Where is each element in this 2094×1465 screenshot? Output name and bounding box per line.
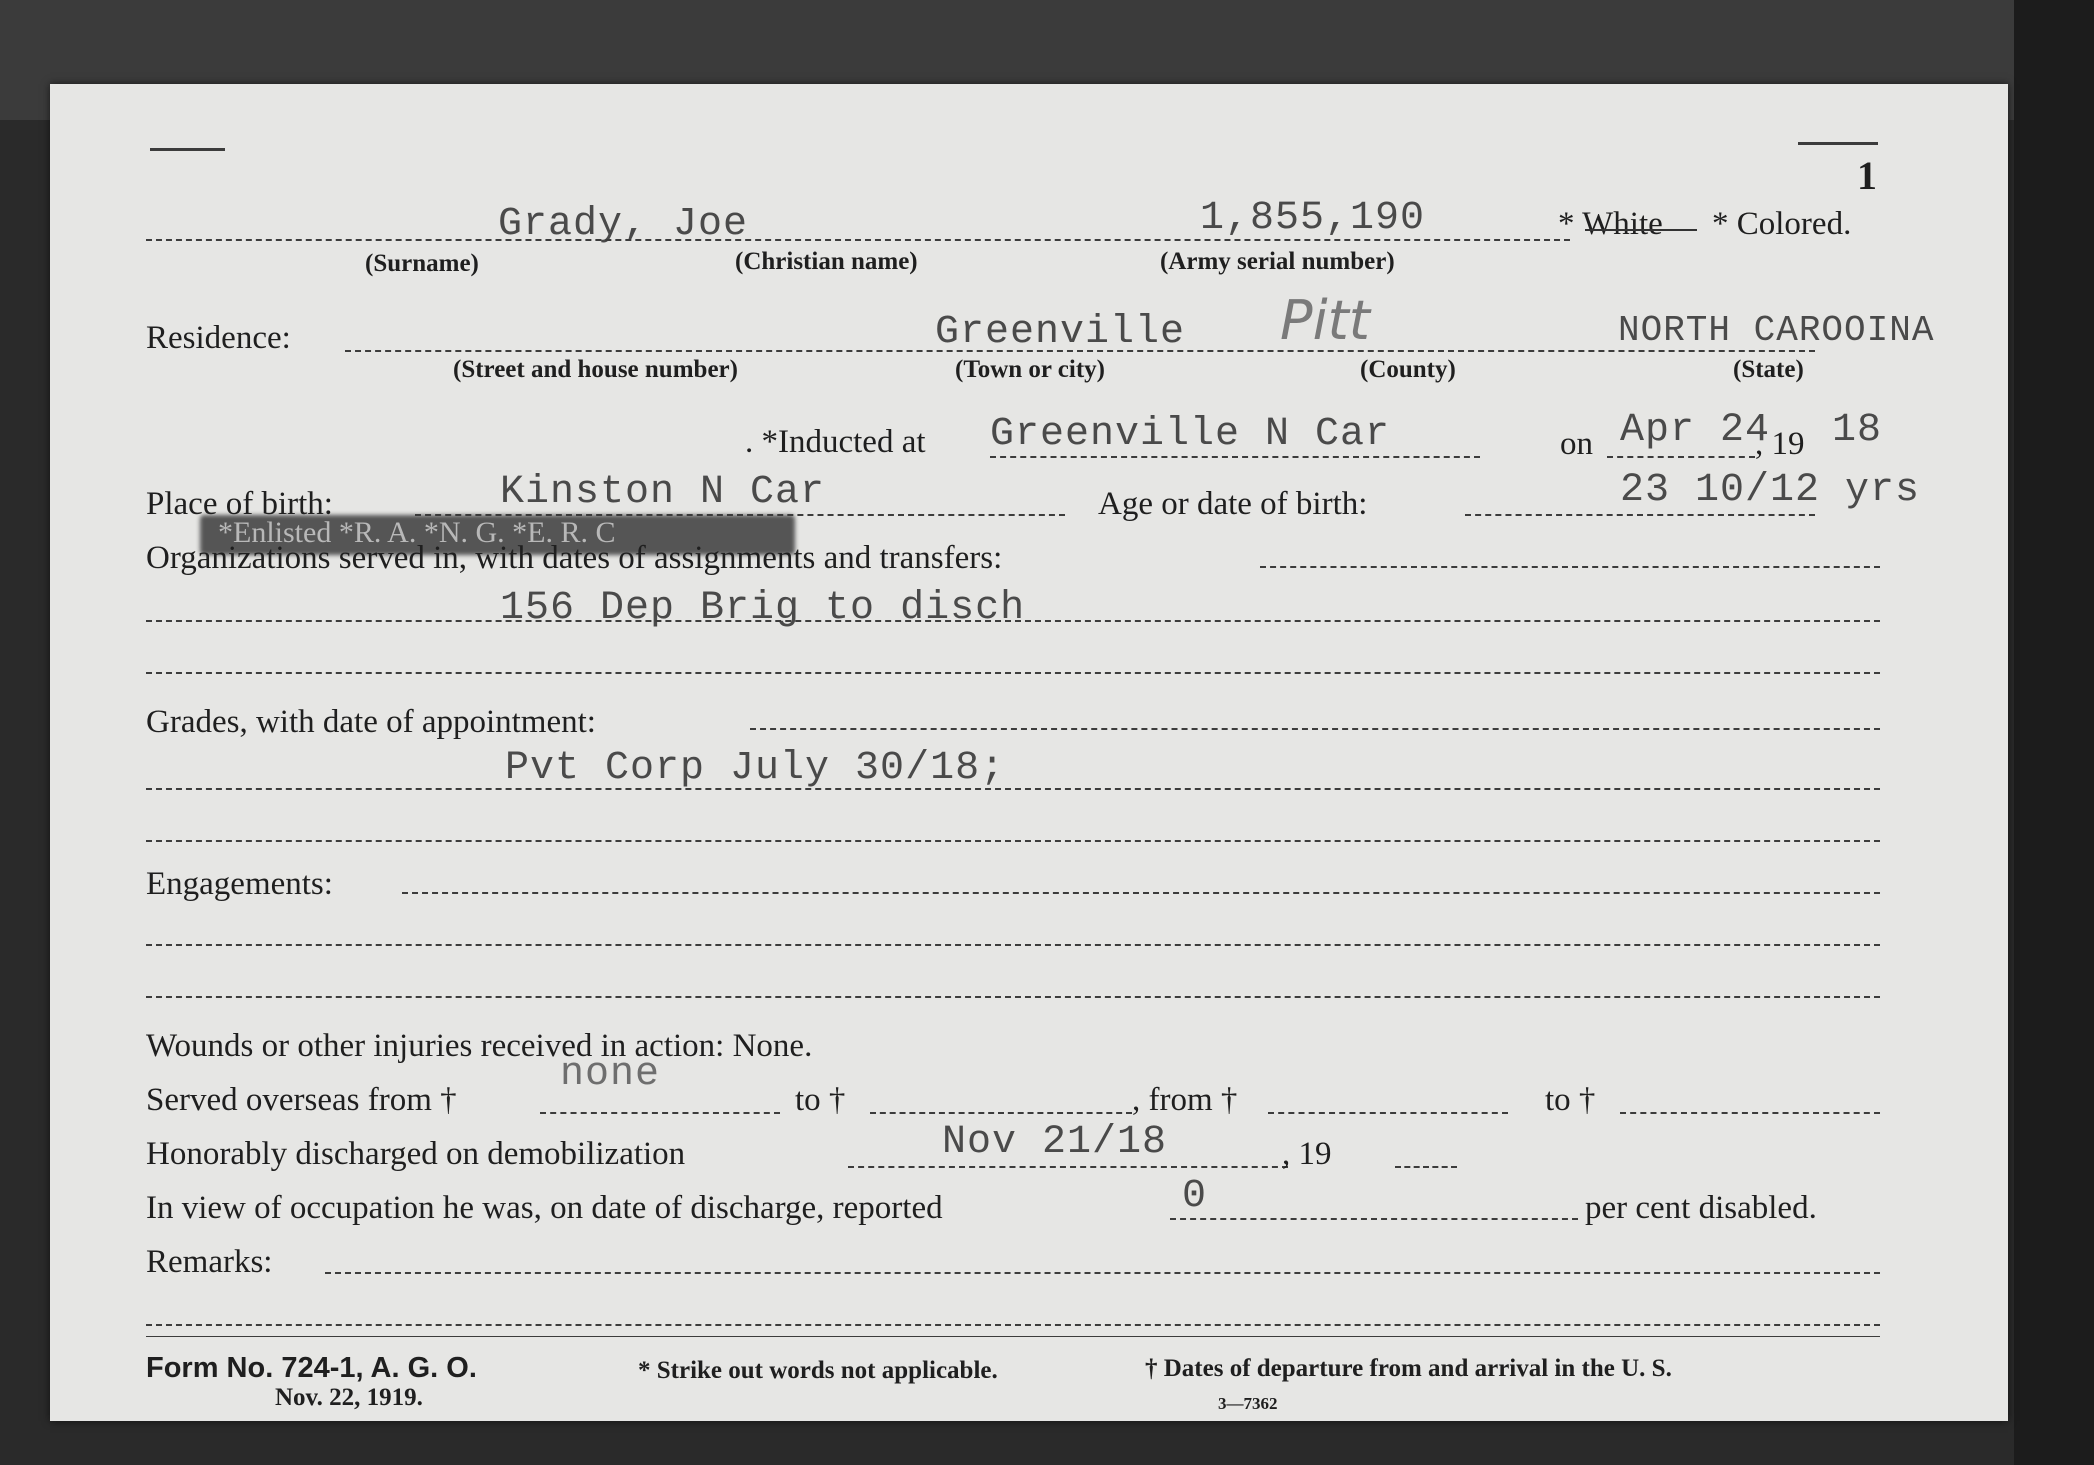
state-value: NORTH CAROOINA — [1618, 310, 1935, 351]
discharge-line — [848, 1166, 1288, 1168]
town-value: Greenville — [935, 310, 1186, 355]
discharge-date-value: Nov 21/18 — [942, 1120, 1168, 1165]
overseas-to-line — [870, 1112, 1132, 1114]
service-record-card — [50, 84, 2008, 1421]
print-code: 3—7362 — [1218, 1394, 1278, 1413]
overseas-from-label-2: , from † — [1132, 1082, 1238, 1118]
card-number: 1 — [1857, 153, 1877, 198]
county-caption: (County) — [1360, 356, 1456, 383]
grades-label: Grades, with date of appointment: — [146, 704, 596, 740]
footer-rule — [146, 1336, 1880, 1337]
scanner-background-right — [2014, 0, 2094, 1465]
disability-label: In view of occupation he was, on date of discharge, reported — [146, 1190, 943, 1226]
white-label: * White — [1558, 206, 1663, 242]
organizations-value: 156 Dep Brig to disch — [500, 586, 1026, 631]
on-label: on — [1560, 426, 1593, 462]
residence-label: Residence: — [146, 320, 291, 356]
christian-name-caption: (Christian name) — [735, 248, 918, 275]
struck-enlistment-options: *Enlisted *R. A. *N. G. *E. R. C — [218, 516, 616, 549]
organizations-line-3 — [146, 672, 1880, 674]
surname-caption: (Surname) — [365, 250, 479, 277]
remarks-line-1 — [325, 1272, 1880, 1274]
street-caption: (Street and house number) — [453, 356, 738, 383]
county-value: Pitt — [1280, 289, 1370, 352]
engagements-line-1 — [402, 892, 1880, 894]
name-line — [146, 239, 1570, 241]
discharge-year-line — [1395, 1166, 1457, 1168]
remarks-label: Remarks: — [146, 1244, 273, 1280]
age-line — [1465, 514, 1815, 516]
overseas-value: none — [560, 1052, 661, 1097]
place-of-birth-line — [415, 514, 1065, 516]
overseas-to-label: to † — [795, 1082, 846, 1118]
year-prefix: , 19 — [1755, 426, 1805, 462]
state-caption: (State) — [1733, 356, 1804, 383]
served-overseas-label: Served overseas from † — [146, 1082, 457, 1118]
engagements-label: Engagements: — [146, 866, 333, 902]
strike-note: * Strike out words not applicable. — [638, 1357, 998, 1384]
wounds-label: Wounds or other injuries received in action: None. — [146, 1028, 813, 1064]
inducted-line — [990, 456, 1480, 458]
engagements-line-2 — [146, 944, 1880, 946]
induction-year-value: 18 — [1832, 408, 1883, 453]
inducted-place-value: Greenville N Car — [990, 412, 1391, 457]
white-strike — [1585, 229, 1697, 231]
induction-date-line — [1607, 456, 1755, 458]
top-right-rule — [1798, 142, 1878, 145]
organizations-line-1 — [1260, 566, 1880, 568]
overseas-to-label-2: to † — [1545, 1082, 1596, 1118]
surname-value: Grady, Joe — [498, 202, 749, 247]
age-label: Age or date of birth: — [1098, 486, 1368, 522]
town-caption: (Town or city) — [955, 356, 1105, 383]
grades-value: Pvt Corp July 30/18; — [505, 746, 1006, 791]
form-date: Nov. 22, 1919. — [275, 1384, 423, 1411]
inducted-label: . *Inducted at — [745, 424, 926, 460]
disability-line — [1170, 1218, 1578, 1220]
disability-suffix: per cent disabled. — [1585, 1190, 1817, 1226]
induction-date-value: Apr 24 — [1620, 408, 1771, 453]
grades-line-1 — [750, 728, 1880, 730]
form-number: Form No. 724-1, A. G. O. — [146, 1352, 477, 1384]
overseas-from-line — [540, 1112, 780, 1114]
serial-number-caption: (Army serial number) — [1160, 248, 1395, 275]
grades-line-2 — [146, 788, 1880, 790]
residence-line — [345, 350, 1815, 352]
place-of-birth-label: Place of birth: — [146, 486, 333, 522]
age-value: 23 10/12 yrs — [1620, 468, 1921, 513]
colored-label: * Colored. — [1712, 206, 1852, 242]
organizations-line-2 — [146, 620, 1880, 622]
serial-number-value: 1,855,190 — [1200, 196, 1426, 241]
overseas-from-line-2 — [1268, 1112, 1508, 1114]
top-left-rule — [150, 148, 225, 151]
disability-value: 0 — [1182, 1174, 1208, 1219]
place-of-birth-value: Kinston N Car — [500, 470, 826, 515]
discharge-year-label: , 19 — [1282, 1136, 1332, 1172]
organizations-label: Organizations served in, with dates of assignments and transfers: — [146, 540, 1003, 576]
remarks-line-2 — [146, 1324, 1880, 1326]
engagements-line-3 — [146, 996, 1880, 998]
dates-note: † Dates of departure from and arrival in the U. S. — [1145, 1355, 1672, 1382]
discharge-label: Honorably discharged on demobilization — [146, 1136, 686, 1172]
grades-line-3 — [146, 840, 1880, 842]
overseas-to-line-2 — [1620, 1112, 1880, 1114]
